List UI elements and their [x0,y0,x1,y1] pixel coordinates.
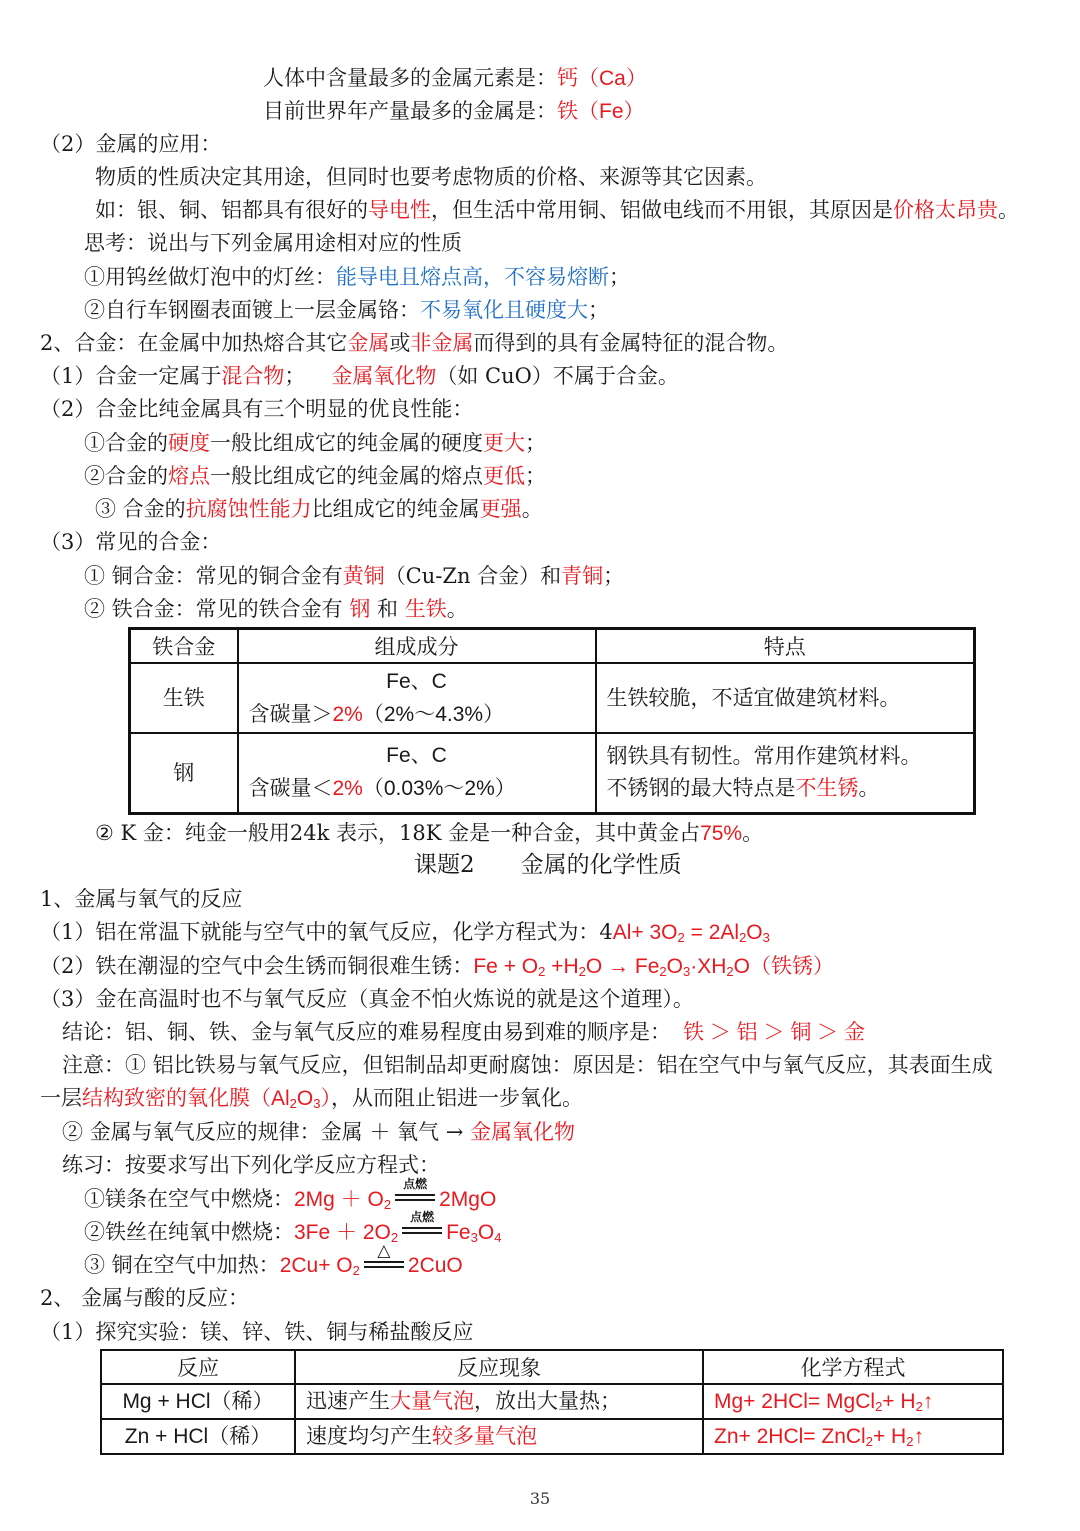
table-cell: Fe、C 含碳量＜2%（0.03%～2%） [238,733,596,813]
aluminum-note: 注意：① 铝比铁易与氧气反应，但铝制品却更耐腐蚀：原因是：铝在空气中与氧气反应，其表面生成 [62,1053,993,1077]
acid-experiment: （1）探究实验：镁、锌、铁、铜与稀盐酸反应 [40,1320,474,1344]
iron-rust-reaction: （2）铁在潮湿的空气中会生锈而铜很难生锈：$Fe + O_2 +H_2O \to Fe_2O_3\cdot XH_2O$（铁锈） [40,954,834,979]
text-conductivity-example: 如：银、铜、铝都具有很好的导电性，但生活中常用铜、铝做电线而不用银，其原因是价格太昂贵。 [95,198,1019,222]
table-row [130,663,975,733]
table-header: 组成成分 [238,629,596,664]
table-header: 反应现象 [295,1350,703,1384]
think-item-2: ②自行车钢圈表面镀上一层金属铬：不易氧化且硬度大； [84,298,609,322]
page-number: 35 [529,1489,551,1508]
condition-ignite: 点燃 [393,1184,437,1210]
table-row [101,1419,1003,1454]
copper-alloy: ① 铜合金：常见的铜合金有黄铜（Cu-Zn 合金）和青铜； [84,564,625,588]
exercise-mg: ①镁条在空气中燃烧：$2Mg + O_2$ 点燃 2MgO [84,1177,497,1212]
table-row [130,733,975,813]
exercise-cu: ③ 铜在空气中加热：$2Cu+ O_2$ △ 2CuO [84,1241,463,1278]
text-property-use: 物质的性质决定其用途，但同时也要考虑物质的价格、来源等其它因素。 [95,165,767,189]
table-header: 化学方程式 [703,1350,1003,1384]
table-header-row [130,629,975,664]
table-header: 特点 [596,629,975,664]
table-header: 铁合金 [130,629,238,664]
aluminum-note-cont: 一层结构致密的氧化膜$(Al_2O_3)$，从而阻止铝进一步氧化。 [40,1086,583,1111]
exercise-fe: ②铁丝在纯氧中燃烧：$3Fe + 2O_2$ 点燃 $Fe_3O_4$ [84,1210,502,1245]
table-header: 反应 [101,1350,295,1384]
think-question: 思考：说出与下列金属用途相对应的性质 [84,231,462,255]
table-cell: Mg+ 2HCl= MgCl$_2$+ $H_2↑$ [703,1384,1003,1419]
alloy-melting-point: ②合金的熔点一般比组成它的纯金属的熔点更低； [84,464,546,488]
k-gold: ② K 金：纯金一般用24k 表示，18K 金是一种合金，其中黄金占75%。 [95,821,764,845]
acid-reaction-table [100,1349,1004,1455]
table-cell: 速度均匀产生较多量气泡 [295,1419,703,1454]
alloy-common: （3）常见的合金： [40,530,222,554]
table-row [101,1384,1003,1419]
table-cell: 生铁较脆，不适宜做建筑材料。 [596,663,975,733]
reactivity-conclusion: 结论：铝、铜、铁、金与氧气反应的难易程度由易到难的顺序是： 铁 ＞ 铝 ＞ 铜 ＞ 金 [62,1020,866,1044]
section-alloy: 2、合金：在金属中加热熔合其它金属或非金属而得到的具有金属特征的混合物。 [40,331,789,355]
gold-reaction: （3）金在高温时也不与氧气反应（真金不怕火炼说的就是这个道理）。 [40,987,694,1011]
section-metal-oxygen: 1、金属与氧气的反应 [40,887,243,911]
table-header-row [101,1350,1003,1384]
table-cell: 钢 [130,733,238,813]
alloy-hardness: ①合金的硬度一般比组成它的纯金属的硬度更大； [84,431,546,455]
lesson-title: 课题2 金属的化学性质 [414,852,682,878]
alloy-corrosion: ③ 合金的抗腐蚀性能力比组成它的纯金属更强。 [95,497,543,521]
condition-heat: △ [362,1250,406,1276]
table-cell: 钢铁具有韧性。常用作建筑材料。 不锈钢的最大特点是不生锈。 [596,733,975,813]
table-cell: 生铁 [130,663,238,733]
iron-alloy: ② 铁合金：常见的铁合金有 钢 和 生铁。 [84,597,468,621]
table-cell: Zn + HCl（稀） [101,1419,295,1454]
table-cell: Mg + HCl（稀） [101,1384,295,1419]
aluminum-reaction: （1）铝在常温下就能与空气中的氧气反应，化学方程式为：$4Al+ 3O_2 = 2Al_2O_3$ [40,920,770,945]
section-metal-acid: 2、 金属与酸的反应： [40,1286,250,1310]
fact-iron: 目前世界年产量最多的金属是：铁（Fe） [263,99,645,123]
table-cell: Zn+ 2HCl= ZnCl$_2$+ $H_2↑$ [703,1419,1003,1454]
metal-oxygen-rule: ② 金属与氧气反应的规律：金属 ＋ 氧气 → 金属氧化物 [62,1120,575,1144]
table-cell: 迅速产生大量气泡，放出大量热； [295,1384,703,1419]
section-metal-applications: （2）金属的应用： [40,132,222,156]
table-cell: Fe、C 含碳量＞2%（2%～4.3%） [238,663,596,733]
think-item-1: ①用钨丝做灯泡中的灯丝：能导电且熔点高，不容易熔断； [84,265,630,289]
exercise-intro: 练习：按要求写出下列化学反应方程式： [62,1153,440,1177]
fact-calcium: 人体中含量最多的金属元素是：钙（Ca） [263,66,647,90]
alloy-point-2: （2）合金比纯金属具有三个明显的优良性能： [40,397,474,421]
alloy-point-1: （1）合金一定属于混合物； 金属氧化物（如 CuO）不属于合金。 [40,364,679,388]
iron-alloy-table [128,627,976,815]
condition-ignite: 点燃 [400,1217,444,1243]
